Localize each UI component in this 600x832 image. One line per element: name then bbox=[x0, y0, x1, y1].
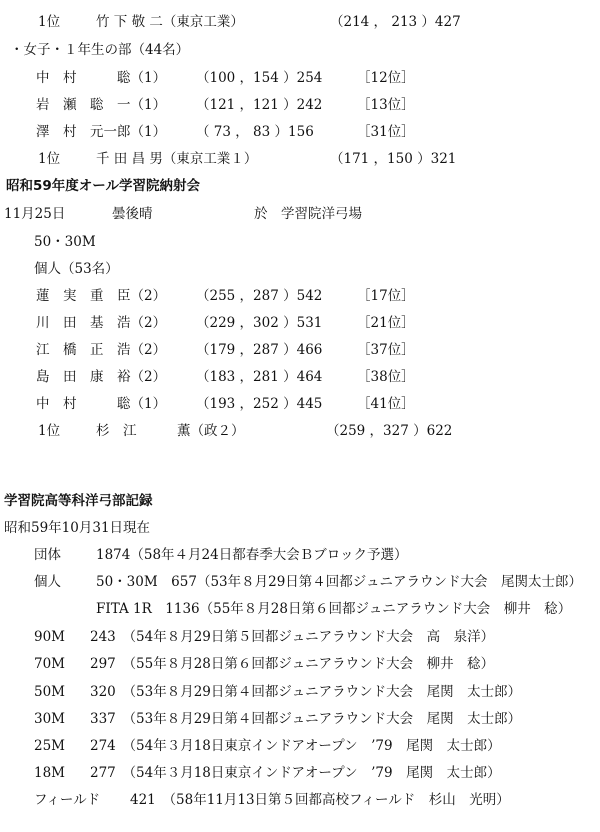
record-label: 90M bbox=[34, 629, 66, 645]
record-text: FITA 1R 1136（55年８月28日第６回都ジュニアラウンド大会 柳井 稔） bbox=[96, 601, 572, 617]
winner-name: 千 田 昌 男（東京工業１） bbox=[96, 151, 258, 167]
score-values: （183 ，281 ）464 bbox=[196, 369, 323, 385]
placing: ［17位］ bbox=[357, 288, 415, 304]
record-label: 50M bbox=[34, 684, 66, 700]
document-page: 1位 竹 下 敬 二（東京工業） （214 ， 213 ）427 ・女子・１年生の部（44名） 中 村 聡（1） （100 ，154 ）254 ［12位］ 岩 瀬 聡 一（1） （121 ，121 ）242 ［13位］ 澤 村 元一郎（1） （ 73 ， 83 ）156 ［31位］ 1位 千 田 昌 男（東京工業１） （171 ，150 ）321 昭和59年度オール学習院納射会 11月25日 曇後晴 於 学習院洋弓場 50・30M 個人（53名） 蓮 実 重 臣（2） （255 ，287 ）542 ［17位］ 川 田 基 浩（2） （229 ，302 ）531 ［21位］ 江 橋 正 浩（2） （179 ，287 ）466 ［37位］ 島 田 康 裕（2） （183 ，281 ）464 ［38位］ 中 村 聡（1） （193 ，252 ）445 ［41位］ 1位 杉 江 薫（政２） （259 ，327 ）622 学習院高等科洋弓部記録 昭和59年10月31日現在 団体 1874（58年４月24日都春季大会Ｂブロック予選） 個人 50・30M 657（53年８月29日第４回都ジュニアラウンド大会 尾関太士郎） FITA 1R 1136（55年８月28日第６回都ジュニアラウンド大会 柳井 稔） 90M 243 （54年８月29日第５回都ジュニアラウンド大会 高 泉洋） 70M 297 （55年８月28日第６回都ジュニアラウンド大会 柳井 稔） 50M 320 （53年８月29日第４回都ジュニアラウンド大会 尾関 太士郎） 30M 337 （53年８月29日第４回都ジュニアラウンド大会 尾関 太士郎） 25M 274 （54年３月18日東京インドアオープン ’79 尾関 太士郎） 18M 277 （54年３月18日東京インドアオープン ’79 尾関 太士郎） フィールド 421 （58年11月13日第５回都高校フィールド 杉山 光明） bbox=[4, 14, 583, 808]
entry-name: 島 田 康 裕（2） bbox=[36, 369, 167, 385]
entry-name: 岩 瀬 聡 一（1） bbox=[36, 97, 167, 113]
score-values: （214 ， 213 ）427 bbox=[330, 14, 461, 30]
entry-name: 蓮 実 重 臣（2） bbox=[36, 288, 167, 304]
score-values: （171 ，150 ）321 bbox=[330, 151, 457, 167]
placing: ［38位］ bbox=[357, 369, 415, 385]
record-text: 421 （58年11月13日第５回都高校フィールド 杉山 光明） bbox=[130, 792, 510, 808]
placing: ［13位］ bbox=[357, 97, 415, 113]
record-text: 320 （53年８月29日第４回都ジュニアラウンド大会 尾関 太士郎） bbox=[90, 684, 522, 700]
entry-name: 中 村 聡（1） bbox=[36, 396, 167, 412]
winner-name: 杉 江 薫（政２） bbox=[96, 423, 245, 439]
record-text: 1874（58年４月24日都春季大会Ｂブロック予選） bbox=[96, 547, 408, 563]
entry-name: 中 村 聡（1） bbox=[36, 70, 167, 86]
record-label: 18M bbox=[34, 765, 66, 781]
placing: ［21位］ bbox=[357, 315, 415, 331]
entry-name: 江 橋 正 浩（2） bbox=[36, 342, 167, 358]
record-text: 274 （54年３月18日東京インドアオープン ’79 尾関 太士郎） bbox=[90, 738, 501, 754]
placing: ［12位］ bbox=[357, 70, 415, 86]
placing: ［41位］ bbox=[357, 396, 415, 412]
record-text: 277 （54年３月18日東京インドアオープン ’79 尾関 太士郎） bbox=[90, 765, 501, 781]
score-values: （229 ，302 ）531 bbox=[196, 315, 323, 331]
rank: 1位 bbox=[38, 14, 61, 30]
entry-name: 川 田 基 浩（2） bbox=[36, 315, 167, 331]
score-values: （259 ，327 ）622 bbox=[326, 423, 453, 439]
event-date: 11月25日 bbox=[4, 206, 66, 222]
winner-name: 竹 下 敬 二（東京工業） bbox=[96, 14, 244, 30]
record-label: フィールド bbox=[34, 792, 101, 808]
score-values: （179 ，287 ）466 bbox=[196, 342, 323, 358]
score-values: （ 73 ， 83 ）156 bbox=[196, 124, 314, 140]
record-label: 団体 bbox=[34, 547, 61, 563]
record-text: 297 （55年８月28日第６回都ジュニアラウンド大会 柳井 稔） bbox=[90, 656, 495, 672]
event-venue: 於 学習院洋弓場 bbox=[254, 206, 362, 222]
score-values: （255 ，287 ）542 bbox=[196, 288, 323, 304]
rank: 1位 bbox=[38, 151, 61, 167]
placing: ［31位］ bbox=[357, 124, 415, 140]
score-values: （100 ，154 ）254 bbox=[196, 70, 323, 86]
event-weather: 曇後晴 bbox=[112, 206, 153, 222]
score-values: （193 ，252 ）445 bbox=[196, 396, 323, 412]
record-text: 337 （53年８月29日第４回都ジュニアラウンド大会 尾関 太士郎） bbox=[90, 711, 522, 727]
rank: 1位 bbox=[38, 423, 61, 439]
entry-name: 澤 村 元一郎（1） bbox=[36, 124, 167, 140]
record-label: 個人 bbox=[34, 574, 61, 590]
record-label: 30M bbox=[34, 711, 66, 727]
record-label: 25M bbox=[34, 738, 66, 754]
record-text: 243 （54年８月29日第５回都ジュニアラウンド大会 高 泉洋） bbox=[90, 629, 495, 645]
placing: ［37位］ bbox=[357, 342, 415, 358]
record-label: 70M bbox=[34, 656, 66, 672]
record-text: 50・30M 657（53年８月29日第４回都ジュニアラウンド大会 尾関太士郎） bbox=[96, 574, 583, 590]
score-values: （121 ，121 ）242 bbox=[196, 97, 323, 113]
